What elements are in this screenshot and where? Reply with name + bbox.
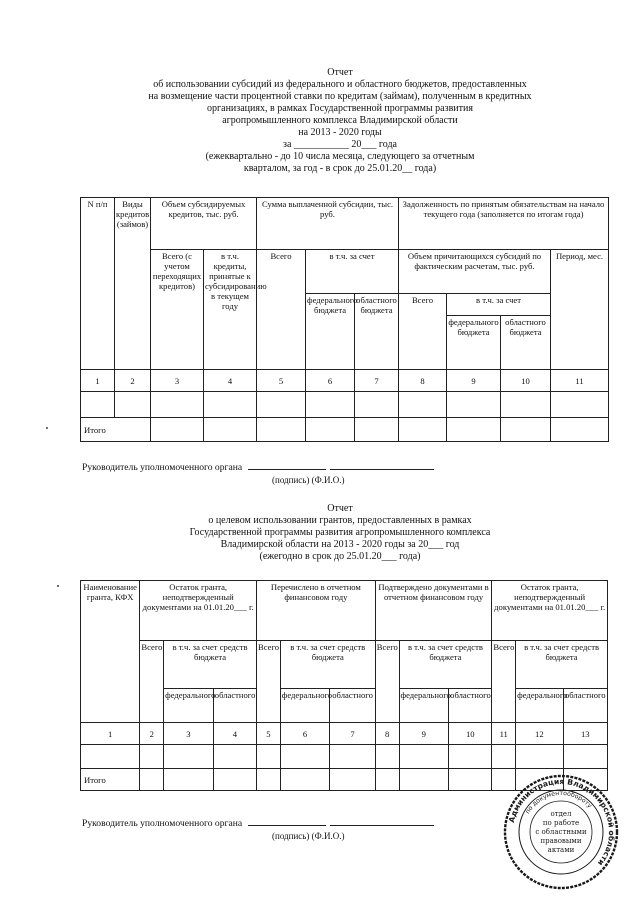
header-due-total: Всего (399, 294, 447, 370)
report1-title (60, 67, 620, 175)
header-due-volume: Объем причитающихся субсидий по фактическим расчетам, тыс. руб. (399, 250, 551, 294)
header-paid-federal: федерального бюджета (306, 294, 355, 370)
header-due-regional: областного бюджета (501, 316, 551, 370)
col-number: 1 (81, 723, 140, 745)
itogo-label: Итого (81, 769, 140, 791)
col-number: 9 (447, 370, 501, 392)
col-number: 1 (81, 370, 115, 392)
header-total: Всего (257, 641, 281, 723)
col-number: 3 (151, 370, 204, 392)
col-number: 8 (375, 723, 399, 745)
header-total: Всего (140, 641, 164, 723)
header-debt: Задолженность по принятым обязательствам на начало текущего года (заполняется по итогам года) (399, 198, 609, 250)
signature-label: Руководитель уполномоченного органа (82, 818, 243, 829)
header-num: N п/п (81, 198, 115, 370)
col-number: 2 (140, 723, 164, 745)
header-federal: федерального (516, 689, 564, 723)
report2-title (60, 503, 620, 563)
report1-title-line: Отчет (327, 67, 353, 78)
header-regional: областного (449, 689, 492, 723)
header-paid-incl: в т.ч. за счет (306, 250, 399, 294)
col-number: 2 (115, 370, 151, 392)
header-federal: федерального (280, 689, 330, 723)
header-regional: областного (330, 689, 375, 723)
report2-title-line: о целевом использовании грантов, предоставленных в рамках (208, 515, 472, 526)
col-number: 4 (213, 723, 256, 745)
stamp-center-line: правовыми (540, 837, 582, 845)
header-incl-budget: в т.ч. за счет средств бюджета (399, 641, 492, 689)
col-number: 12 (516, 723, 564, 745)
header-incl-current-loans: в т.ч. кредиты, принятые к субсидированию в текущем году (204, 250, 257, 370)
header-due-incl: в т.ч. за счет (447, 294, 551, 316)
report1-title-line: организациях, в рамках Государственной программы развития (207, 103, 473, 114)
stamp-sub-ring: по документообороту (524, 789, 594, 816)
col-number: 5 (257, 370, 306, 392)
header-total: Всего (375, 641, 399, 723)
report1-signature (82, 462, 434, 473)
table-row (81, 370, 609, 392)
col-number: 6 (306, 370, 355, 392)
header-period: Период, мес. (551, 250, 609, 370)
report2-title-line: (ежегодно в срок до 25.01.20___ года) (259, 551, 421, 562)
report1-table (80, 197, 609, 442)
col-number: 4 (204, 370, 257, 392)
col-number: 5 (257, 723, 281, 745)
col-number: 13 (563, 723, 607, 745)
header-federal: федерального (399, 689, 449, 723)
header-rest-start: Остаток гранта, неподтвержденный документами на 01.01.20___ г. (140, 581, 257, 641)
stamp-ring-text: Администрация Владимирской области (506, 776, 617, 868)
report2-signature (82, 818, 434, 829)
col-number: 3 (164, 723, 214, 745)
header-loan-types: Виды кредитов (займов) (115, 198, 151, 370)
name-line (330, 469, 434, 470)
header-regional: областного (563, 689, 607, 723)
header-grant-name: Наименование гранта, КФХ (81, 581, 140, 723)
report2-title-line: Государственной программы развития агропромышленного комплекса (189, 527, 491, 538)
header-paid-total: Всего (257, 250, 306, 370)
report2-signature-sub: (подпись) (Ф.И.О.) (272, 831, 345, 841)
name-line (330, 825, 434, 826)
col-number: 6 (280, 723, 330, 745)
stamp-center-line: по работе (542, 819, 580, 827)
col-number: 11 (492, 723, 516, 745)
report1-title-line: (ежеквартально - до 10 числа месяца, следующего за отчетным (205, 151, 475, 162)
report1-title-line: об использовании субсидий из федерального и областного бюджетов, предоставленных (153, 79, 527, 90)
report1-signature-sub: (подпись) (Ф.И.О.) (272, 475, 345, 485)
report2-title-line: Владимирской области на 2013 - 2020 годы за 20___ год (220, 539, 460, 550)
signature-line (248, 469, 326, 470)
header-paid-regional: областного бюджета (355, 294, 399, 370)
stamp-center-line: актами (547, 846, 575, 854)
header-total: Всего (492, 641, 516, 723)
signature-line (248, 825, 326, 826)
table-row (81, 745, 608, 769)
report1-title-line: за ___________ 20___ года (283, 139, 397, 150)
table-row (81, 418, 609, 442)
header-volume: Объем субсидируемых кредитов, тыс. руб. (151, 198, 257, 250)
report1-title-line: агропромышленного комплекса Владимирской области (222, 115, 458, 126)
header-incl-budget: в т.ч. за счет средств бюджета (516, 641, 608, 689)
itogo-label: Итого (81, 418, 151, 442)
report1-title-line: кварталом, за год - в срок до 25.01.20__ года) (243, 163, 437, 174)
report2-table (80, 580, 608, 791)
report1-title-line: на возмещение части процентной ставки по кредитам (займам), полученным в кредитных (148, 91, 532, 102)
report2-title-line: Отчет (327, 503, 353, 514)
scan-dot (57, 585, 59, 587)
signature-label: Руководитель уполномоченного органа (82, 462, 243, 473)
header-transferred: Перечислено в отчетном финансовом году (257, 581, 376, 641)
col-number: 10 (449, 723, 492, 745)
header-paid-subsidy: Сумма выплаченной субсидии, тыс. руб. (257, 198, 399, 250)
header-rest-end: Остаток гранта, неподтвержденный документами на 01.01.20___ г. (492, 581, 608, 641)
header-federal: федерального (164, 689, 214, 723)
col-number: 10 (501, 370, 551, 392)
col-number: 8 (399, 370, 447, 392)
stamp-center-line: отдел (550, 810, 572, 818)
col-number: 11 (551, 370, 609, 392)
table-row (81, 392, 609, 418)
col-number: 7 (355, 370, 399, 392)
header-regional: областного (213, 689, 256, 723)
header-total-incl-loans: Всего (с учетом переходящих кредитов) (151, 250, 204, 370)
col-number: 9 (399, 723, 449, 745)
table-row (81, 723, 608, 745)
header-due-federal: федерального бюджета (447, 316, 501, 370)
report1-title-line: на 2013 - 2020 годы (298, 127, 382, 138)
stamp-center-line: с областными (535, 828, 587, 836)
scan-dot (46, 427, 48, 429)
official-stamp (502, 772, 620, 892)
col-number: 7 (330, 723, 375, 745)
header-incl-budget: в т.ч. за счет средств бюджета (164, 641, 257, 689)
header-incl-budget: в т.ч. за счет средств бюджета (280, 641, 375, 689)
header-confirmed: Подтверждено документами в отчетном финансовом году (375, 581, 492, 641)
